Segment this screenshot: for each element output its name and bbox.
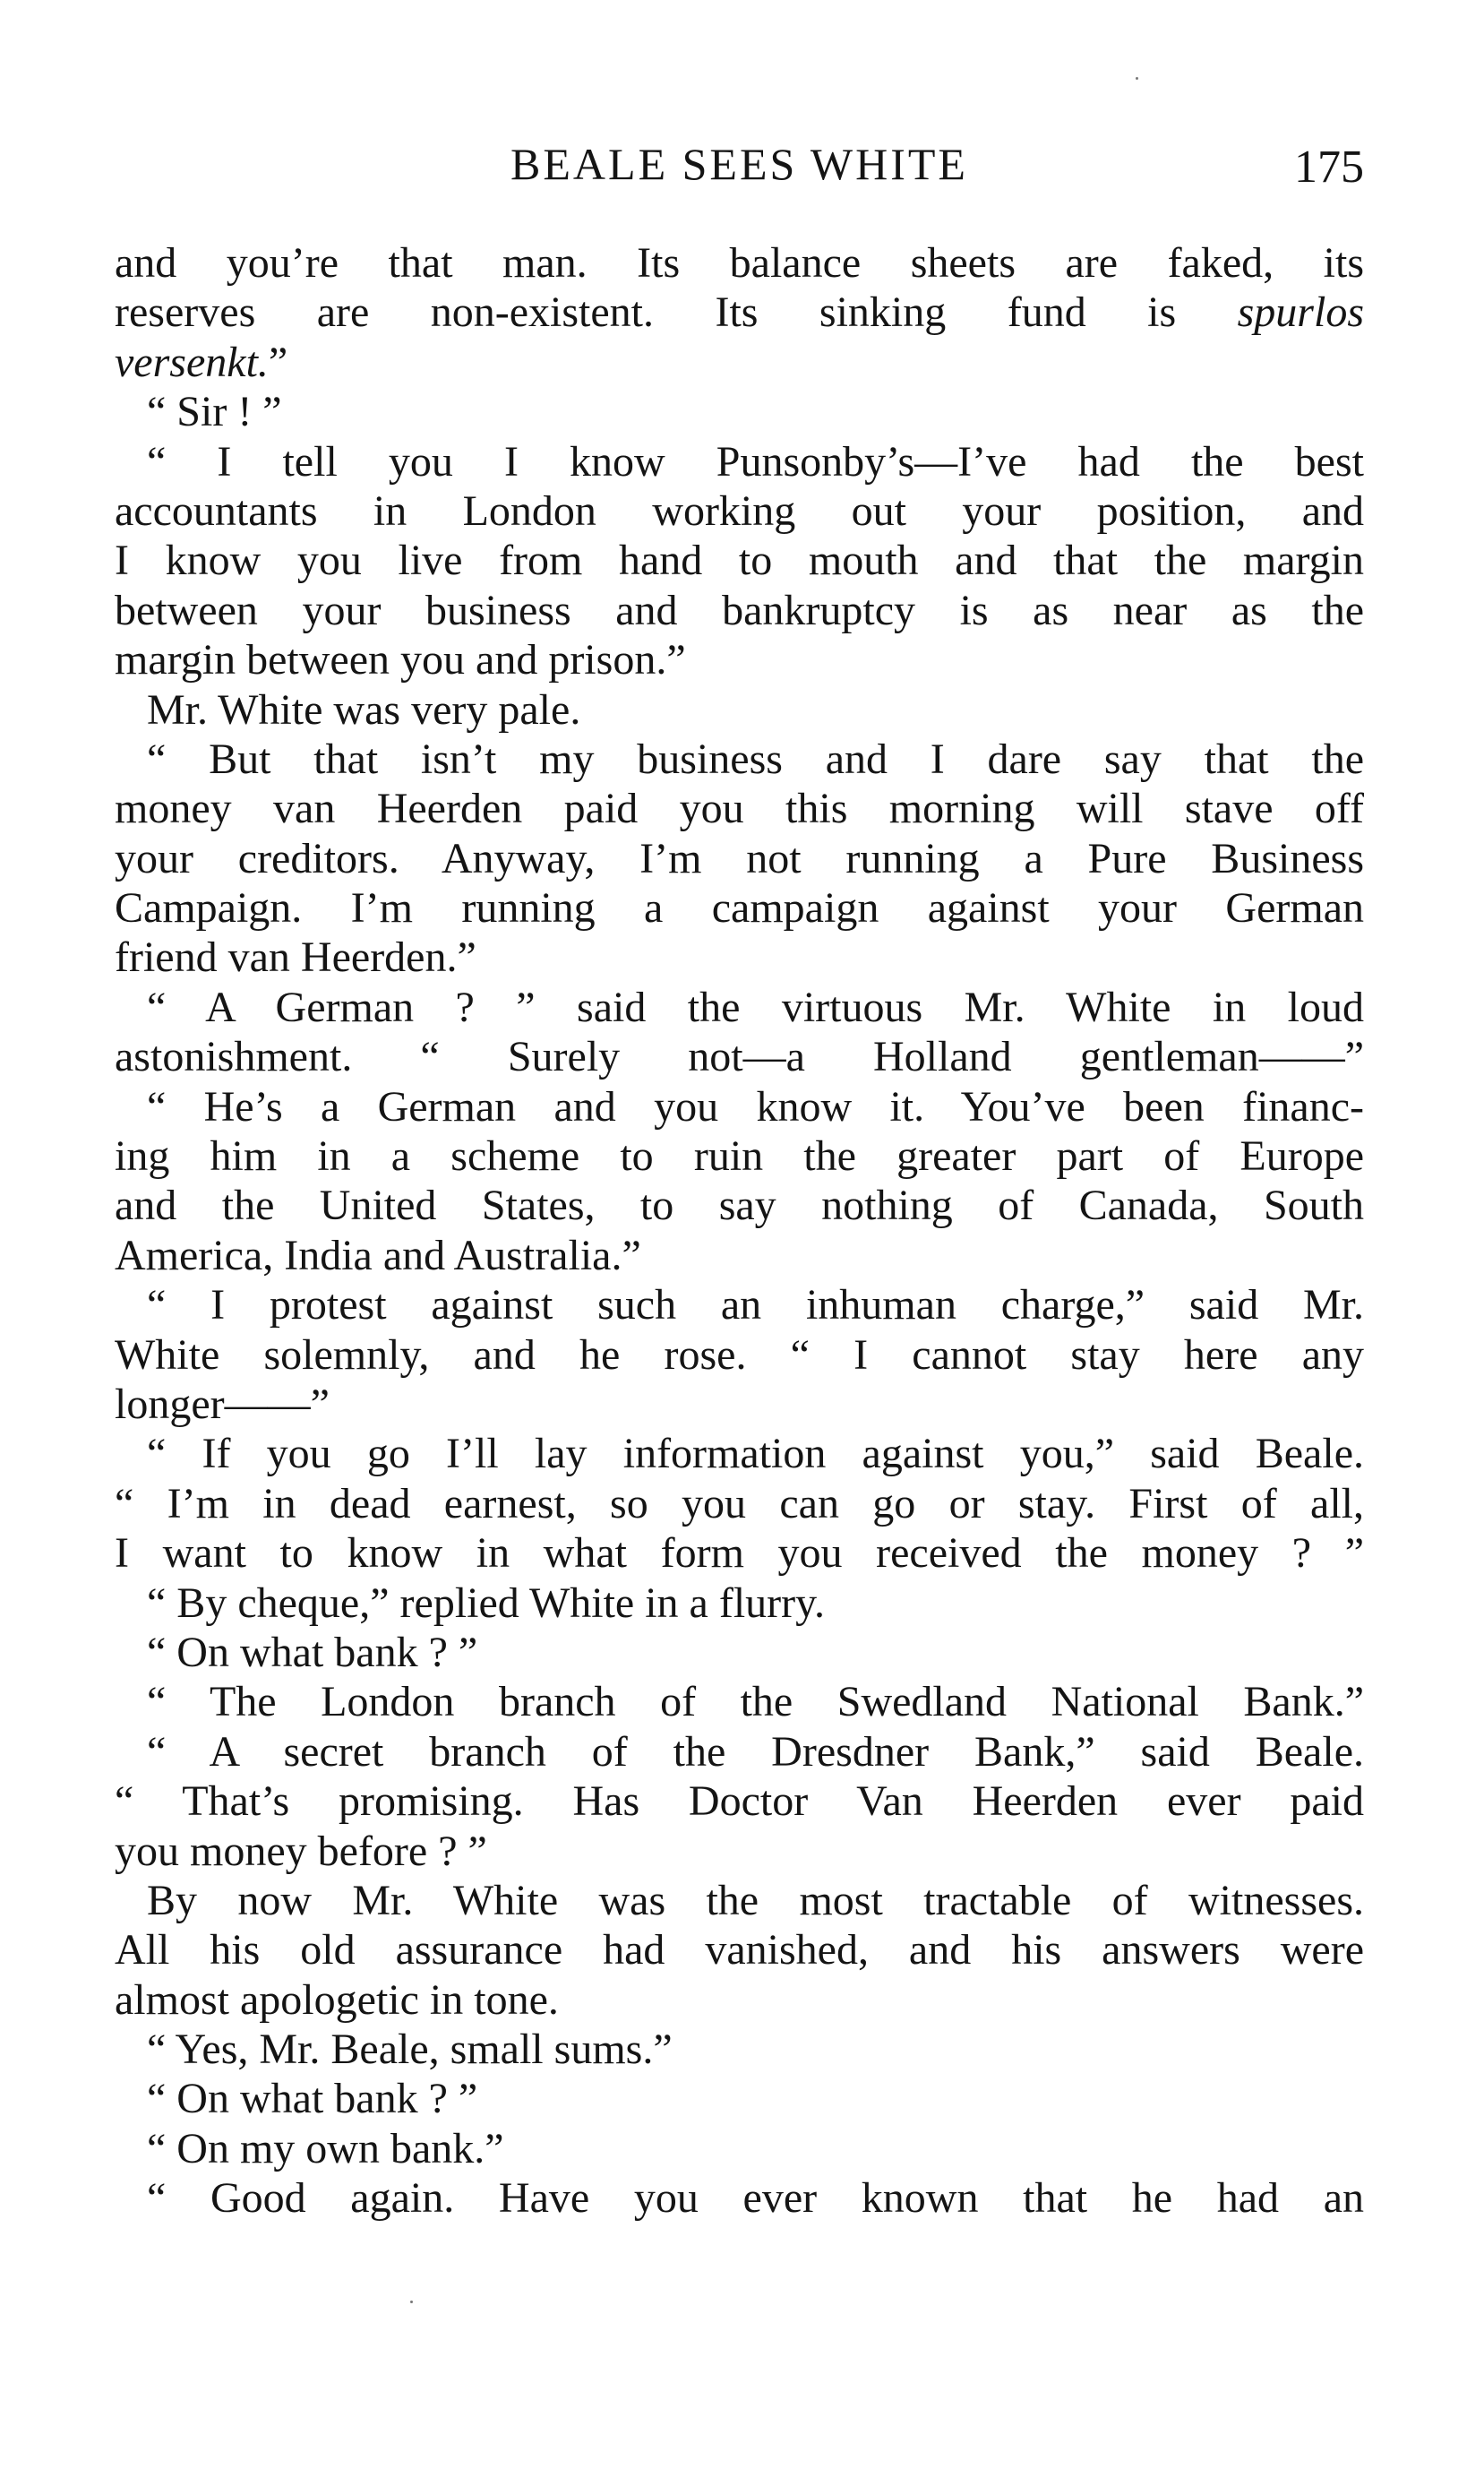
body-text <box>115 238 1364 2224</box>
text-line: astonishment. “ Surely not—a Holland gentleman——” <box>115 1033 1364 1081</box>
scan-speck <box>1136 77 1138 80</box>
text-line: “ By cheque,” replied White in a flurry. <box>147 1578 826 1627</box>
text-line: “ On what bank ? ” <box>147 1628 478 1676</box>
text-line: you money before ? ” <box>115 1827 487 1875</box>
text-line: “ Good again. Have you ever known that he had an <box>147 2174 1364 2223</box>
text-line: “ Sir ! ” <box>147 388 282 436</box>
text-line: accountants in London working out your position, and <box>115 486 1364 535</box>
page-number: 175 <box>1294 142 1364 193</box>
text-line: friend van Heerden.” <box>115 933 476 982</box>
text-line: and the United States, to say nothing of Canada, South <box>115 1182 1364 1230</box>
text-line: “ That’s promising. Has Doctor Van Heerden ever paid <box>115 1777 1364 1826</box>
text-line: Mr. White was very pale. <box>147 685 581 734</box>
text-line: “ I tell you I know Punsonby’s—I’ve had the best <box>147 437 1364 486</box>
text-line: I want to know in what form you received the money ? ” <box>115 1529 1364 1578</box>
text-line: America, India and Australia.” <box>115 1231 641 1279</box>
text-line: versenkt.” <box>115 338 288 386</box>
text-line: “ I protest against such an inhuman charge,” said Mr. <box>147 1281 1364 1329</box>
text-line: between your business and bankruptcy is as near as the <box>115 586 1364 634</box>
text-line: All his old assurance had vanished, and his answers were <box>115 1926 1364 1974</box>
running-head: BEALE SEES WHITE <box>510 139 968 189</box>
text-line: “ Yes, Mr. Beale, small sums.” <box>147 2026 673 2074</box>
text-line: “ The London branch of the Swedland National Bank.” <box>147 1678 1364 1726</box>
text-line: “ He’s a German and you know it. You’ve been financ- <box>147 1082 1364 1131</box>
text-line: longer——” <box>115 1380 330 1428</box>
text-line: your creditors. Anyway, I’m not running a Pure Business <box>115 834 1364 882</box>
text-line: “ On my own bank.” <box>147 2124 504 2172</box>
text-line: By now Mr. White was the most tractable of witnesses. <box>147 1876 1364 1924</box>
text-line: reserves are non-existent. Its sinking fund is spurlos <box>115 288 1364 337</box>
text-line: I know you live from hand to mouth and that the margin <box>115 537 1364 585</box>
text-line: White solemnly, and he rose. “ I cannot stay here any <box>115 1330 1364 1379</box>
text-line: almost apologetic in tone. <box>115 1975 559 2024</box>
text-line: “ On what bank ? ” <box>147 2075 478 2123</box>
text-line: “ I’m in dead earnest, so you can go or stay. First of all, <box>115 1479 1364 1527</box>
scan-speck <box>410 2301 413 2303</box>
page-header <box>115 133 1364 195</box>
text-line: “ A German ? ” said the virtuous Mr. White in loud <box>147 983 1364 1031</box>
text-line: “ If you go I’ll lay information against you,” said Beale. <box>147 1430 1364 1478</box>
text-line: “ But that isn’t my business and I dare say that the <box>147 735 1364 783</box>
text-line: “ A secret branch of the Dresdner Bank,” said Beale. <box>147 1727 1364 1776</box>
text-line: ing him in a scheme to ruin the greater part of Europe <box>115 1132 1364 1181</box>
text-line: and you’re that man. Its balance sheets are faked, its <box>115 239 1364 287</box>
text-line: money van Heerden paid you this morning will stave off <box>115 785 1364 833</box>
text-line: margin between you and prison.” <box>115 636 686 684</box>
text-line: Campaign. I’m running a campaign against your German <box>115 884 1364 933</box>
